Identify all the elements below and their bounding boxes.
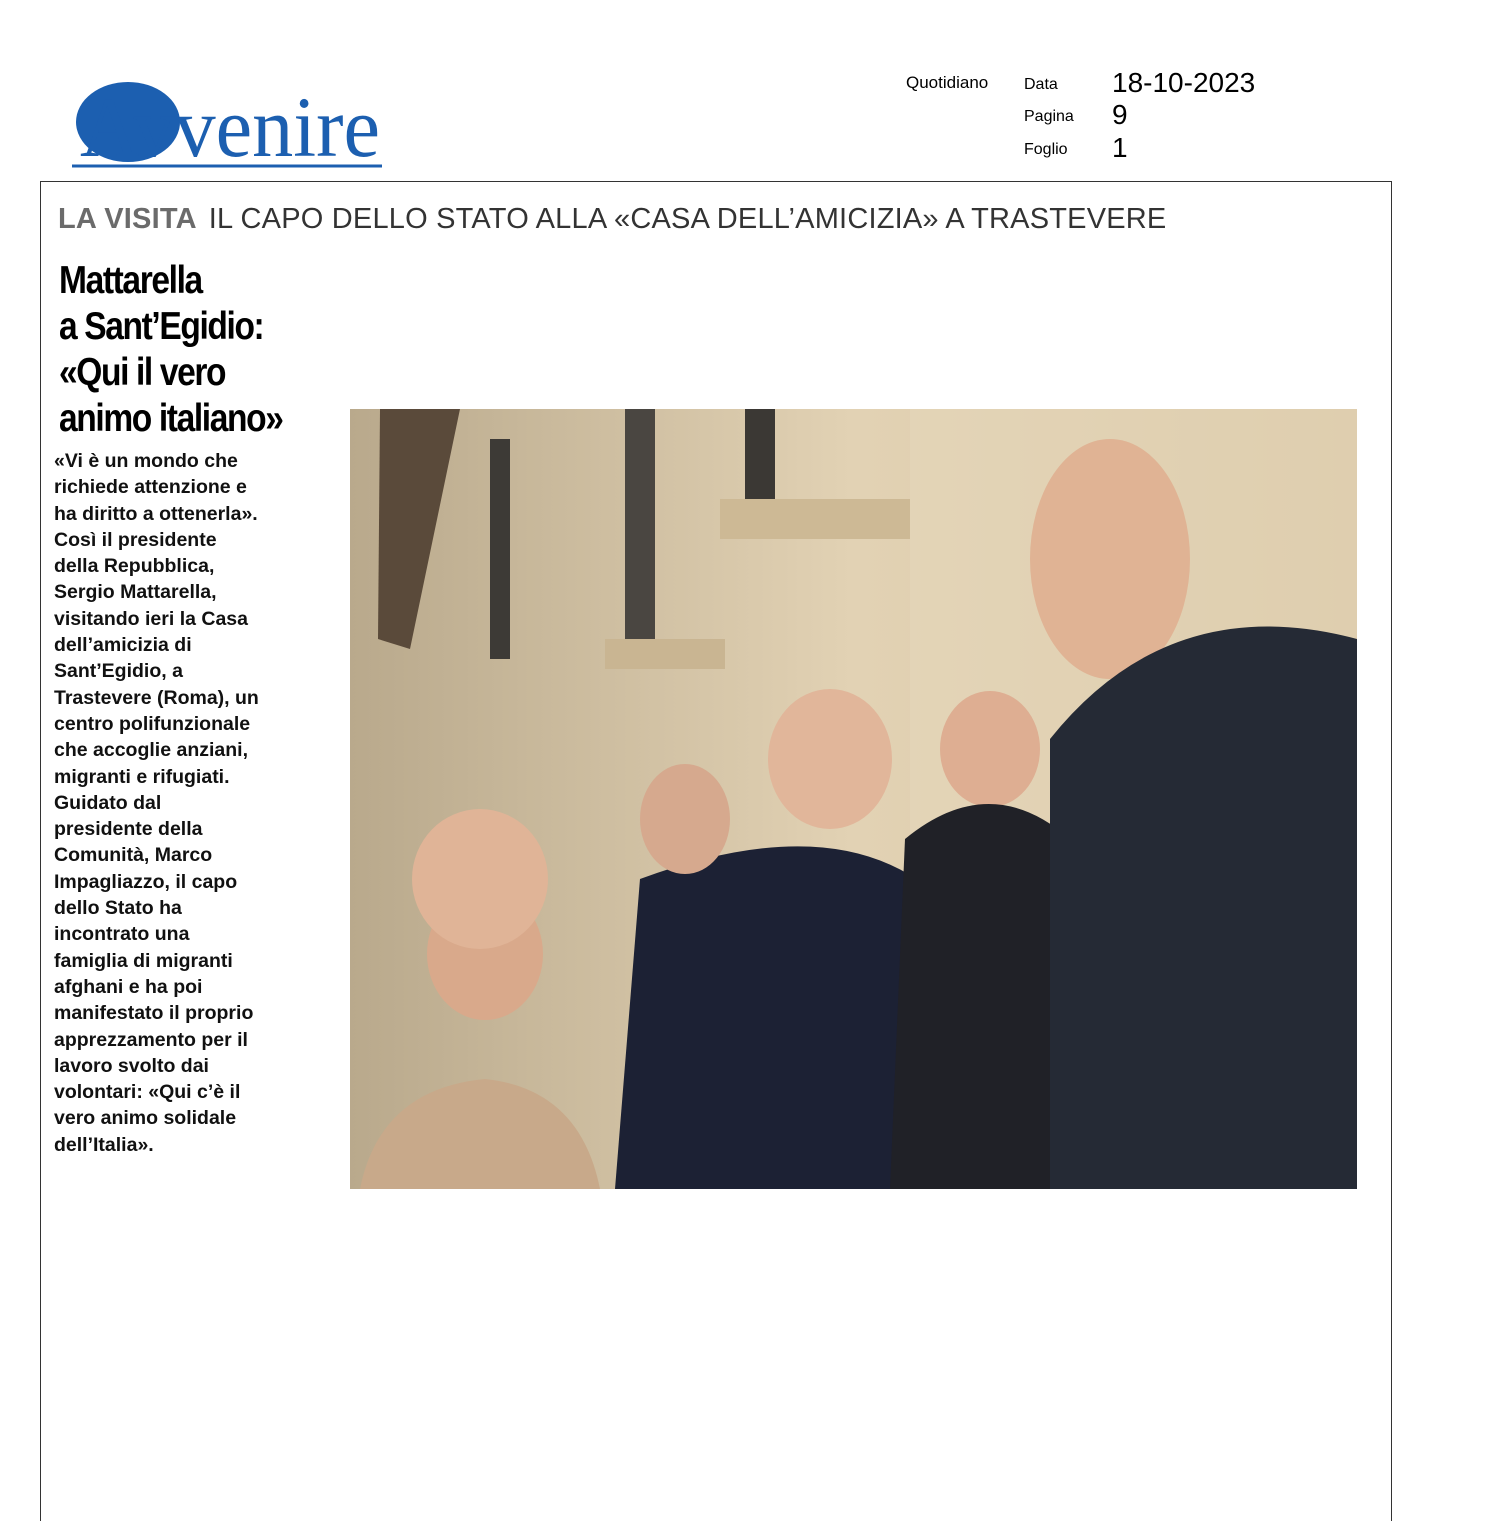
body-line: volontari: «Qui c’è il [54, 1081, 241, 1104]
body-line: Guidato dal [54, 791, 162, 814]
headline-line: animo italiano» [59, 397, 283, 440]
body-line: apprezzamento per il [54, 1028, 248, 1051]
data-label: Data [1024, 76, 1058, 93]
body-line: dell’amicizia di [54, 634, 192, 657]
body-line: Trastevere (Roma), un [54, 686, 259, 709]
body-line: Comunità, Marco [54, 844, 213, 867]
body-line: famiglia di migranti [54, 949, 233, 972]
article-headline [59, 258, 317, 442]
body-line: dell’Italia». [54, 1133, 154, 1156]
article-body [54, 448, 294, 1158]
headline-line: a Sant’Egidio: [59, 305, 264, 348]
body-line: richiede attenzione e [54, 476, 247, 499]
data-value: 18-10-2023 [1112, 67, 1256, 98]
body-line: «Vi è un mondo che [54, 450, 238, 472]
avvenire-logo [70, 78, 390, 174]
body-line: migranti e rifugiati. [54, 765, 230, 788]
body-line: Impagliazzo, il capo [54, 870, 238, 893]
headline-line: «Qui il vero [59, 351, 226, 394]
body-line: Così il presidente [54, 528, 217, 551]
headline-line: Mattarella [59, 259, 202, 302]
article-kicker [58, 203, 1166, 236]
body-line: della Repubblica, [54, 555, 215, 578]
body-line: visitando ieri la Casa [54, 607, 249, 630]
article-photo [350, 409, 1357, 1189]
pagina-label: Pagina [1024, 108, 1074, 125]
publication-type: Quotidiano [906, 73, 989, 92]
body-line: manifestato il proprio [54, 1002, 254, 1025]
body-line: lavoro svolto dai [54, 1054, 209, 1077]
foglio-value: 1 [1112, 132, 1128, 163]
body-line: che accoglie anziani, [54, 739, 248, 762]
body-line: incontrato una [54, 923, 190, 946]
pagina-value: 9 [1112, 99, 1128, 130]
logo-wordmark: Avvenire [80, 79, 380, 174]
body-line: centro polifunzionale [54, 712, 251, 735]
body-line: Sant’Egidio, a [54, 660, 183, 683]
body-line: ha diritto a ottenerla». [54, 502, 258, 525]
kicker-text: IL CAPO DELLO STATO ALLA «CASA DELL’AMICIZIA» A TRASTEVERE [208, 203, 1167, 235]
body-line: dello Stato ha [54, 897, 182, 920]
body-line: presidente della [54, 818, 203, 841]
body-line: Sergio Mattarella, [54, 581, 217, 604]
body-line: afghani e ha poi [54, 975, 203, 998]
kicker-tag: LA VISITA [58, 203, 197, 235]
body-line: vero animo solidale [54, 1107, 237, 1130]
foglio-label: Foglio [1024, 141, 1068, 158]
